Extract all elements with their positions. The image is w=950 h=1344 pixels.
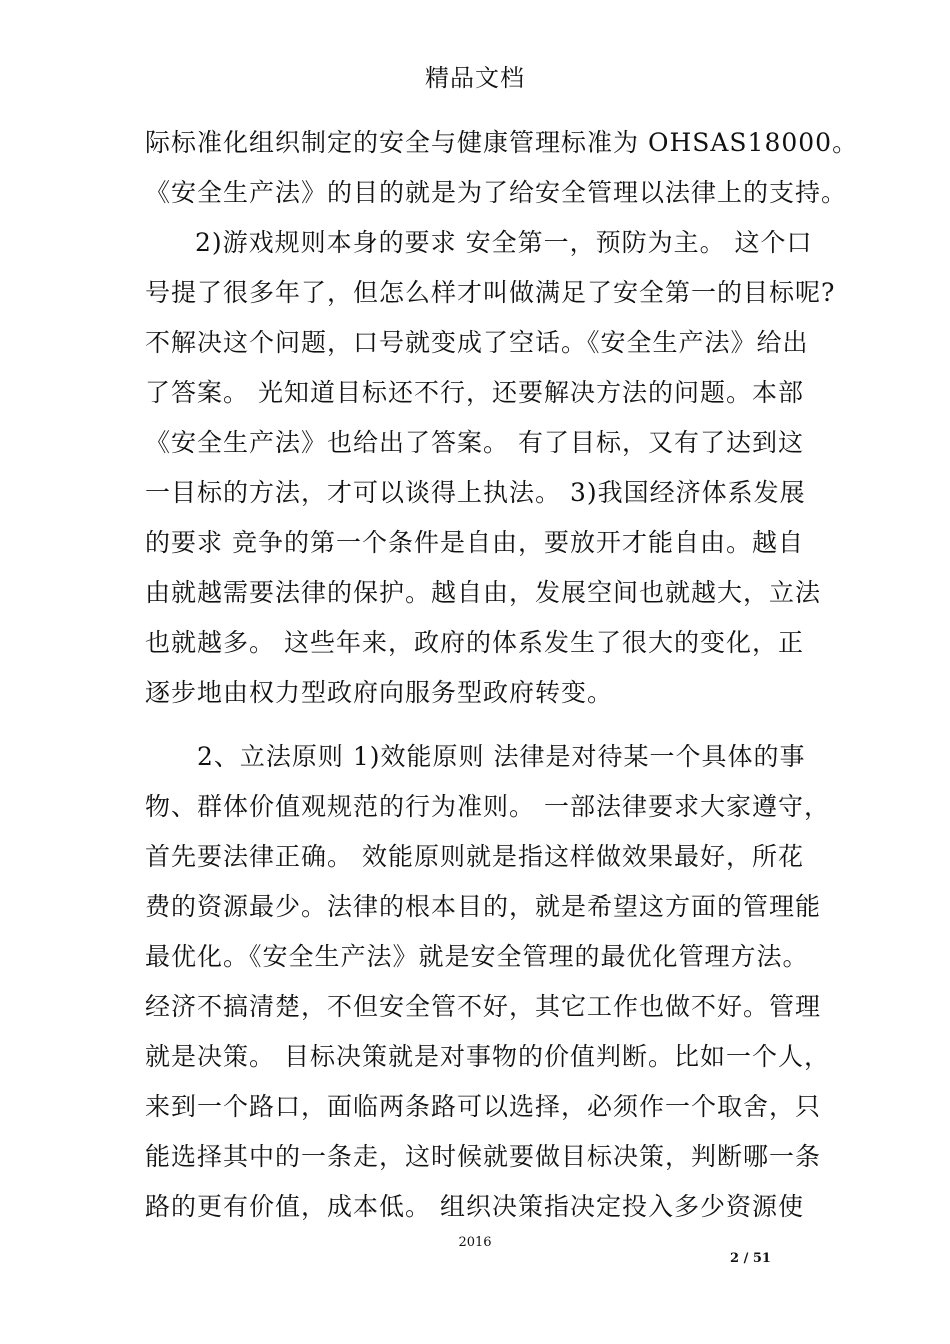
- text-line: 费的资源最少。法律的根本目的，就是希望这方面的管理能: [145, 892, 822, 921]
- footer-year: 2016: [458, 1235, 492, 1250]
- text-line: 际标准化组织制定的安全与健康管理标准为 OHSAS18000。: [145, 128, 859, 157]
- text-line: 物、群体价值观规范的行为准则。 一部法律要求大家遵守，: [145, 792, 830, 821]
- text-line: 2)游戏规则本身的要求 安全第一，预防为主。 这个口: [195, 228, 813, 257]
- text-line: 路的更有价值，成本低。 组织决策指决定投入多少资源使: [145, 1192, 804, 1221]
- text-line: 一目标的方法，才可以谈得上执法。 3)我国经济体系发展: [145, 478, 806, 507]
- body-text: [145, 118, 859, 1232]
- text-line: 号提了很多年了，但怎么样才叫做满足了安全第一的目标呢?: [145, 278, 836, 307]
- text-line: 也就越多。 这些年来，政府的体系发生了很大的变化，正: [145, 628, 804, 657]
- text-line: 经济不搞清楚，不但安全管不好，其它工作也做不好。管理: [145, 992, 822, 1021]
- text-line: 来到一个路口，面临两条路可以选择，必须作一个取舍，只: [145, 1092, 822, 1121]
- text-line: 逐步地由权力型政府向服务型政府转变。: [145, 678, 614, 707]
- text-line: 由就越需要法律的保护。越自由，发展空间也就越大，立法: [145, 578, 822, 607]
- text-line: 就是决策。 目标决策就是对事物的价值判断。比如一个人，: [145, 1042, 830, 1071]
- text-line: 了答案。 光知道目标还不行，还要解决方法的问题。本部: [145, 378, 804, 407]
- text-line: 能选择其中的一条走，这时候就要做目标决策，判断哪一条: [145, 1142, 822, 1171]
- text-line: 《安全生产法》的目的就是为了给安全管理以法律上的支持。: [145, 178, 848, 207]
- text-line: 首先要法律正确。 效能原则就是指这样做效果最好，所花: [145, 842, 804, 871]
- page-number: 2 / 51: [730, 1251, 771, 1266]
- text-line: 最优化。《安全生产法》就是安全管理的最优化管理方法。: [145, 942, 809, 971]
- page-header-title: 精品文档: [425, 64, 525, 92]
- text-line: 《安全生产法》也给出了答案。 有了目标，又有了达到这: [145, 428, 804, 457]
- paragraph-gap: [145, 718, 820, 732]
- text-line: 2、立法原则 1)效能原则 法律是对待某一个具体的事: [197, 742, 806, 771]
- text-line: 不解决这个问题，口号就变成了空话。《安全生产法》给出: [145, 328, 809, 357]
- text-line: 的要求 竞争的第一个条件是自由，要放开才能自由。越自: [145, 528, 804, 557]
